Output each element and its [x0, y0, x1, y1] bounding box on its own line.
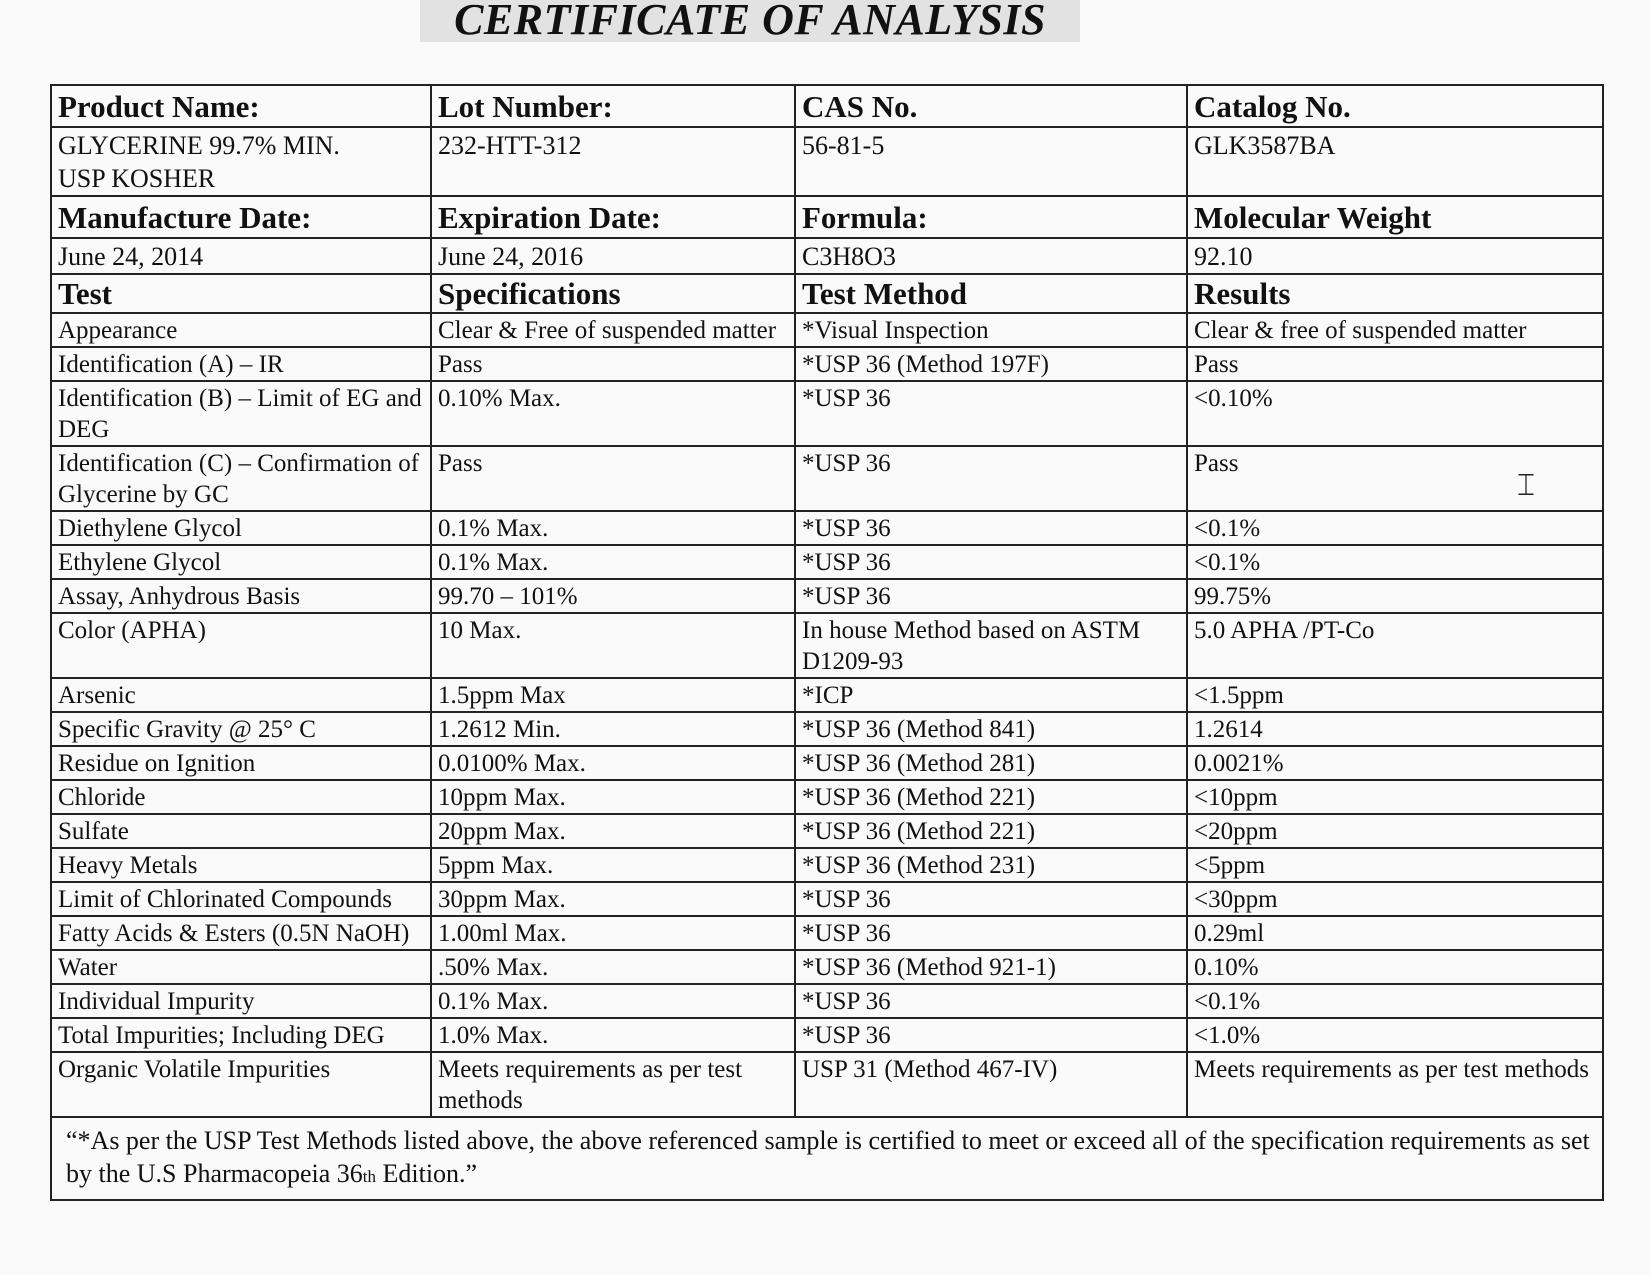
edition-ordinal-suffix: th	[362, 1167, 376, 1186]
product-name-label: Product Name:	[51, 85, 431, 127]
catalog-number-label: Catalog No.	[1187, 85, 1603, 127]
test-row	[51, 780, 1603, 814]
test-method-cell: *USP 36	[795, 381, 1187, 446]
product-header-row	[51, 85, 1603, 127]
result-cell: <0.1%	[1187, 984, 1603, 1018]
test-row	[51, 882, 1603, 916]
document-title: CERTIFICATE OF ANALYSIS	[420, 0, 1080, 42]
test-method-cell: *USP 36 (Method 841)	[795, 712, 1187, 746]
specification-cell: 1.2612 Min.	[431, 712, 795, 746]
expiration-date-label: Expiration Date:	[431, 196, 795, 238]
test-name-cell: Chloride	[51, 780, 431, 814]
test-row	[51, 545, 1603, 579]
test-method-cell: *USP 36 (Method 221)	[795, 814, 1187, 848]
formula-value: C3H8O3	[795, 238, 1187, 274]
product-name-line2: USP KOSHER	[58, 164, 216, 193]
lot-number-label: Lot Number:	[431, 85, 795, 127]
molecular-weight-label: Molecular Weight	[1187, 196, 1603, 238]
test-method-cell: *USP 36 (Method 221)	[795, 780, 1187, 814]
test-name-cell: Water	[51, 950, 431, 984]
test-name-cell: Specific Gravity @ 25° C	[51, 712, 431, 746]
test-row	[51, 579, 1603, 613]
test-name-cell: Assay, Anhydrous Basis	[51, 579, 431, 613]
test-header-row	[51, 274, 1603, 313]
result-cell: Pass	[1187, 446, 1603, 511]
manufacture-date-label: Manufacture Date:	[51, 196, 431, 238]
test-row	[51, 814, 1603, 848]
result-cell: <1.5ppm	[1187, 678, 1603, 712]
result-cell: Meets requirements as per test methods	[1187, 1052, 1603, 1117]
specification-cell: 0.1% Max.	[431, 545, 795, 579]
test-name-cell: Identification (A) – IR	[51, 347, 431, 381]
test-name-cell: Ethylene Glycol	[51, 545, 431, 579]
specification-cell: .50% Max.	[431, 950, 795, 984]
results-column-header: Results	[1187, 274, 1603, 313]
certification-note-row	[51, 1117, 1603, 1200]
certification-note	[51, 1117, 1603, 1200]
test-method-cell: In house Method based on ASTM D1209-93	[795, 613, 1187, 678]
test-row	[51, 848, 1603, 882]
result-cell: <30ppm	[1187, 882, 1603, 916]
result-cell: Pass	[1187, 347, 1603, 381]
test-column-header: Test	[51, 274, 431, 313]
certification-note-tail: Edition.”	[376, 1159, 478, 1188]
specification-cell: Meets requirements as per test methods	[431, 1052, 795, 1117]
dates-header-row	[51, 196, 1603, 238]
test-method-cell: *USP 36 (Method 921-1)	[795, 950, 1187, 984]
test-row	[51, 1052, 1603, 1117]
molecular-weight-value: 92.10	[1187, 238, 1603, 274]
specification-cell: 5ppm Max.	[431, 848, 795, 882]
specifications-column-header: Specifications	[431, 274, 795, 313]
result-cell: 0.10%	[1187, 950, 1603, 984]
specification-cell: Pass	[431, 446, 795, 511]
specification-cell: Pass	[431, 347, 795, 381]
test-method-cell: *USP 36	[795, 545, 1187, 579]
test-name-cell: Fatty Acids & Esters (0.5N NaOH)	[51, 916, 431, 950]
test-name-cell: Heavy Metals	[51, 848, 431, 882]
result-cell: 0.29ml	[1187, 916, 1603, 950]
test-row	[51, 950, 1603, 984]
formula-label: Formula:	[795, 196, 1187, 238]
test-method-column-header: Test Method	[795, 274, 1187, 313]
test-name-cell: Identification (C) – Confirmation of Glycerine by GC	[51, 446, 431, 511]
test-method-cell: USP 31 (Method 467-IV)	[795, 1052, 1187, 1117]
test-method-cell: *USP 36 (Method 281)	[795, 746, 1187, 780]
test-row	[51, 746, 1603, 780]
test-name-cell: Sulfate	[51, 814, 431, 848]
test-name-cell: Residue on Ignition	[51, 746, 431, 780]
test-method-cell: *USP 36	[795, 984, 1187, 1018]
product-values-row	[51, 127, 1603, 196]
test-name-cell: Individual Impurity	[51, 984, 431, 1018]
test-method-cell: *USP 36	[795, 579, 1187, 613]
specification-cell: 99.70 – 101%	[431, 579, 795, 613]
specification-cell: 0.1% Max.	[431, 984, 795, 1018]
specification-cell: 1.5ppm Max	[431, 678, 795, 712]
specification-cell: 1.00ml Max.	[431, 916, 795, 950]
result-cell: 5.0 APHA /PT-Co	[1187, 613, 1603, 678]
dates-values-row	[51, 238, 1603, 274]
specification-cell: 0.10% Max.	[431, 381, 795, 446]
result-cell: <0.10%	[1187, 381, 1603, 446]
test-name-cell: Limit of Chlorinated Compounds	[51, 882, 431, 916]
test-row	[51, 712, 1603, 746]
product-name-line1: GLYCERINE 99.7% MIN.	[58, 131, 340, 160]
test-method-cell: *USP 36	[795, 882, 1187, 916]
test-method-cell: *ICP	[795, 678, 1187, 712]
test-name-cell: Arsenic	[51, 678, 431, 712]
specification-cell: 1.0% Max.	[431, 1018, 795, 1052]
test-name-cell: Total Impurities; Including DEG	[51, 1018, 431, 1052]
lot-number-value: 232-HTT-312	[431, 127, 795, 196]
test-method-cell: *USP 36 (Method 231)	[795, 848, 1187, 882]
expiration-date-value: June 24, 2016	[431, 238, 795, 274]
test-name-cell: Identification (B) – Limit of EG and DEG	[51, 381, 431, 446]
result-cell: <1.0%	[1187, 1018, 1603, 1052]
specification-cell: 20ppm Max.	[431, 814, 795, 848]
result-cell: <20ppm	[1187, 814, 1603, 848]
specification-cell: 30ppm Max.	[431, 882, 795, 916]
cas-number-label: CAS No.	[795, 85, 1187, 127]
specification-cell: 10 Max.	[431, 613, 795, 678]
result-cell: Clear & free of suspended matter	[1187, 313, 1603, 347]
result-cell: 1.2614	[1187, 712, 1603, 746]
test-method-cell: *USP 36	[795, 511, 1187, 545]
test-row	[51, 347, 1603, 381]
test-row	[51, 446, 1603, 511]
test-name-cell: Organic Volatile Impurities	[51, 1052, 431, 1117]
test-row	[51, 916, 1603, 950]
result-cell: <10ppm	[1187, 780, 1603, 814]
test-row	[51, 1018, 1603, 1052]
test-method-cell: *Visual Inspection	[795, 313, 1187, 347]
test-name-cell: Diethylene Glycol	[51, 511, 431, 545]
result-cell: <5ppm	[1187, 848, 1603, 882]
test-name-cell: Appearance	[51, 313, 431, 347]
cas-number-value: 56-81-5	[795, 127, 1187, 196]
text-cursor-icon: ⌶	[1517, 468, 1535, 503]
test-name-cell: Color (APHA)	[51, 613, 431, 678]
catalog-number-value: GLK3587BA	[1187, 127, 1603, 196]
specification-cell: 0.1% Max.	[431, 511, 795, 545]
test-row	[51, 313, 1603, 347]
specification-cell: 0.0100% Max.	[431, 746, 795, 780]
manufacture-date-value: June 24, 2014	[51, 238, 431, 274]
test-row	[51, 984, 1603, 1018]
test-method-cell: *USP 36	[795, 1018, 1187, 1052]
test-row	[51, 511, 1603, 545]
result-cell: 0.0021%	[1187, 746, 1603, 780]
test-method-cell: *USP 36	[795, 916, 1187, 950]
certification-note-text: “*As per the USP Test Methods listed above, the above referenced sample is certified to meet or exceed all of the specification requirements as set by the U.S Pharmacopeia 36	[66, 1126, 1590, 1188]
specification-cell: Clear & Free of suspended matter	[431, 313, 795, 347]
product-name-value	[51, 127, 431, 196]
analysis-table	[50, 84, 1604, 1201]
test-row	[51, 613, 1603, 678]
result-cell: <0.1%	[1187, 545, 1603, 579]
result-cell: <0.1%	[1187, 511, 1603, 545]
specification-cell: 10ppm Max.	[431, 780, 795, 814]
test-row	[51, 381, 1603, 446]
test-row	[51, 678, 1603, 712]
test-method-cell: *USP 36 (Method 197F)	[795, 347, 1187, 381]
test-method-cell: *USP 36	[795, 446, 1187, 511]
result-cell: 99.75%	[1187, 579, 1603, 613]
